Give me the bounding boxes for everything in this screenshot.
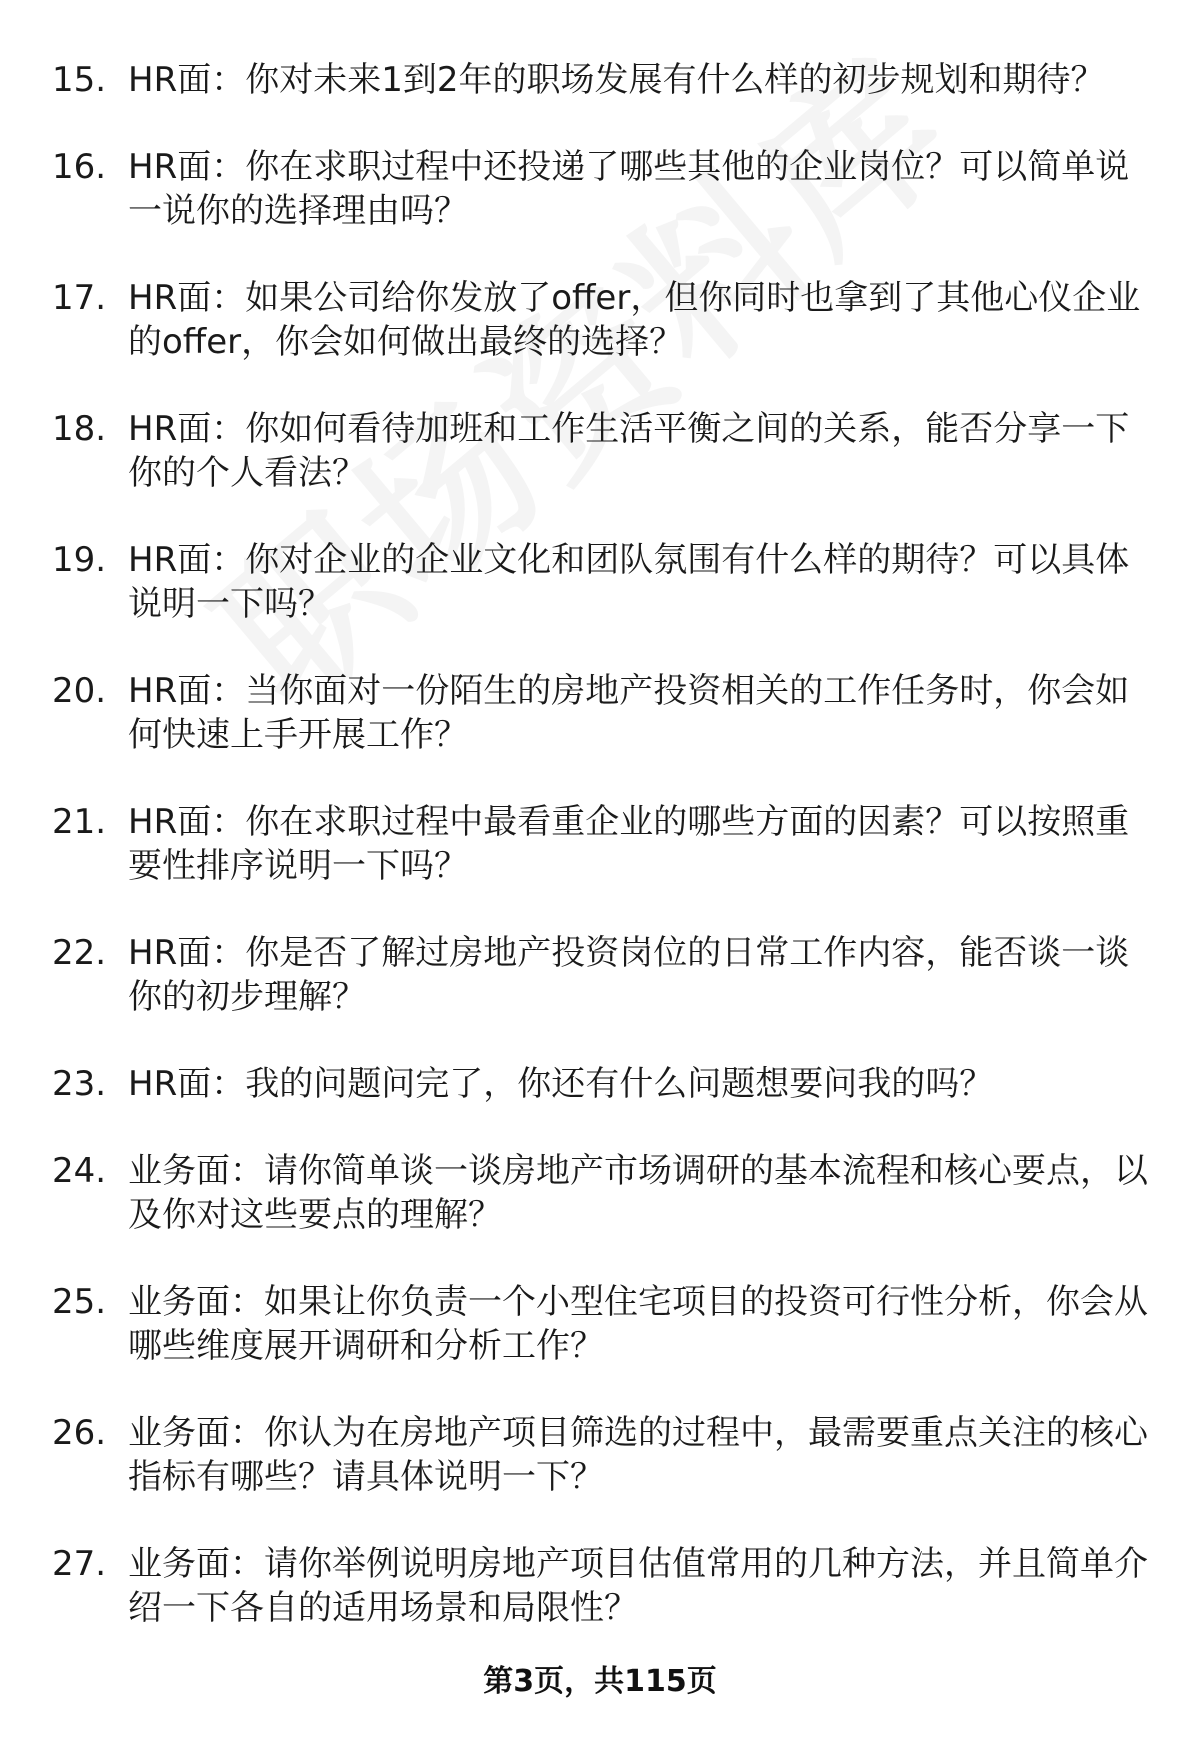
question-number: 26. [52,1413,107,1453]
question-text: HR面：你在求职过程中最看重企业的哪些方面的因素？可以按照重要性排序说明一下吗？ [128,802,1130,886]
question-item [0,1542,1200,1630]
question-item [0,1280,1200,1368]
question-text: HR面：如果公司给你发放了offer，但你同时也拿到了其他心仪企业的offer，你会如何做出最终的选择？ [128,278,1141,362]
question-item [0,58,1200,102]
question-number: 21. [52,802,107,842]
question-number: 25. [52,1282,107,1322]
question-text: HR面：你在求职过程中还投递了哪些其他的企业岗位？可以简单说一说你的选择理由吗？ [128,147,1130,231]
question-item [0,800,1200,888]
question-number: 19. [52,540,107,580]
page-footer [0,1656,1200,1700]
page-number-label: 第3页，共115页 [483,1664,717,1699]
question-text: HR面：你对未来1到2年的职场发展有什么样的初步规划和期待？ [128,60,1105,100]
question-item [0,1149,1200,1237]
question-item [0,931,1200,1019]
question-text: 业务面：如果让你负责一个小型住宅项目的投资可行性分析，你会从哪些维度展开调研和分析工作？ [128,1282,1148,1366]
question-number: 20. [52,671,107,711]
question-item [0,1411,1200,1499]
question-item [0,145,1200,233]
question-number: 24. [52,1151,107,1191]
question-item [0,538,1200,626]
question-text: HR面：我的问题问完了，你还有什么问题想要问我的吗？ [128,1064,994,1104]
question-number: 23. [52,1064,107,1104]
question-text: HR面：你是否了解过房地产投资岗位的日常工作内容，能否谈一谈你的初步理解？ [128,933,1130,1017]
question-number: 27. [52,1544,107,1584]
question-number: 17. [52,278,107,318]
question-number: 16. [52,147,107,187]
question-list [0,58,1200,1673]
question-text: 业务面：请你简单谈一谈房地产市场调研的基本流程和核心要点，以及你对这些要点的理解？ [128,1151,1148,1235]
question-item [0,276,1200,364]
question-number: 22. [52,933,107,973]
question-number: 15. [52,60,107,100]
question-item [0,407,1200,495]
question-number: 18. [52,409,107,449]
question-text: HR面：你对企业的企业文化和团队氛围有什么样的期待？可以具体说明一下吗？ [128,540,1130,624]
question-text: HR面：你如何看待加班和工作生活平衡之间的关系，能否分享一下你的个人看法？ [128,409,1130,493]
question-text: HR面：当你面对一份陌生的房地产投资相关的工作任务时，你会如何快速上手开展工作？ [128,671,1130,755]
question-text: 业务面：请你举例说明房地产项目估值常用的几种方法，并且简单介绍一下各自的适用场景和局限性？ [128,1544,1148,1628]
question-text: 业务面：你认为在房地产项目筛选的过程中，最需要重点关注的核心指标有哪些？请具体说明一下？ [128,1413,1148,1497]
question-item [0,1062,1200,1106]
question-item [0,669,1200,757]
